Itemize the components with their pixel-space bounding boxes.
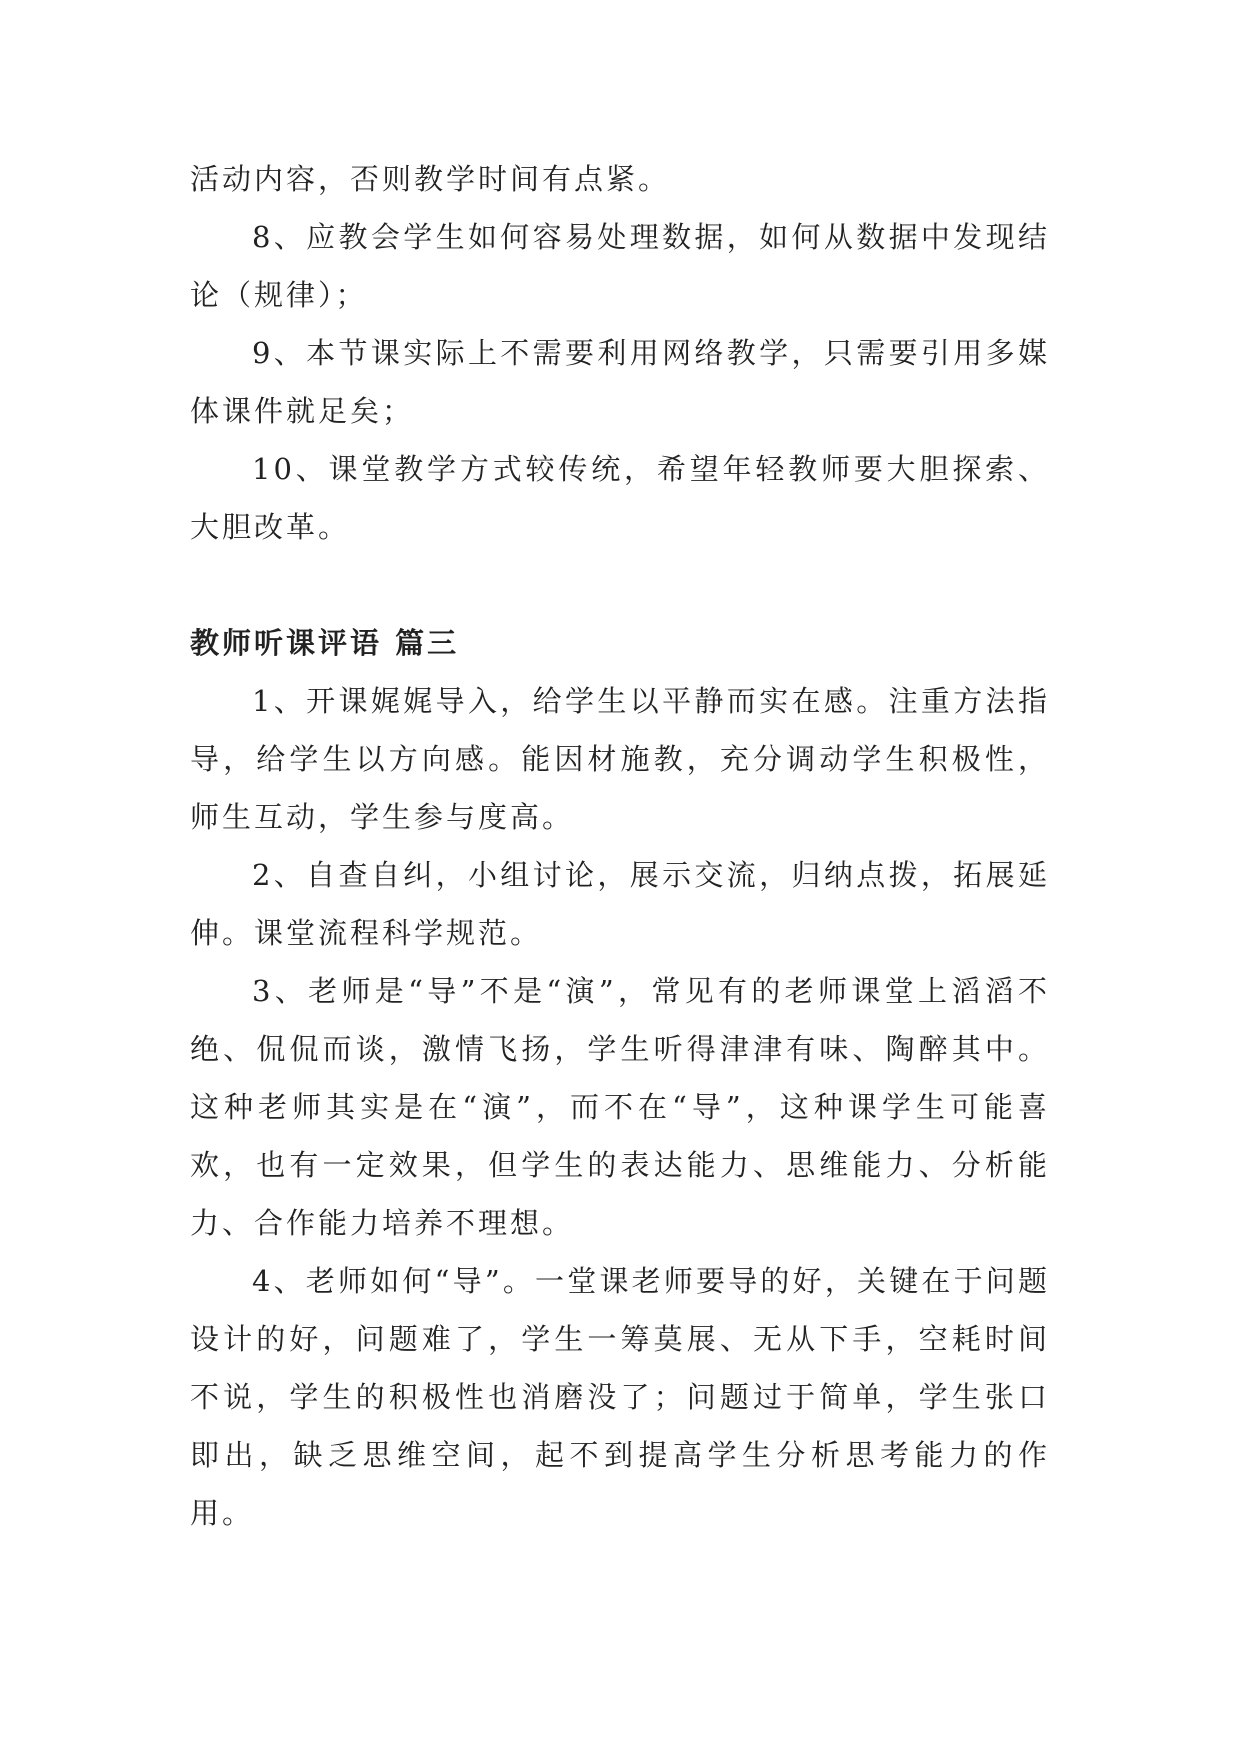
paragraph-item-1: 1、开课娓娓导入，给学生以平静而实在感。注重方法指导，给学生以方向感。能因材施教，充分调动学生积极性，师生互动，学生参与度高。 bbox=[190, 684, 1050, 834]
paragraph-item-2: 2、自查自纠，小组讨论，展示交流，归纳点拨，拓展延伸。课堂流程科学规范。 bbox=[190, 858, 1050, 950]
paragraph-item-4: 4、老师如何“导”。一堂课老师要导的好，关键在于问题设计的好，问题难了，学生一筹莫展、无从下手，空耗时间不说，学生的积极性也消磨没了；问题过于简单，学生张口即出，缺乏思维空间，起不到提高学生分析思考能力的作用。 bbox=[190, 1264, 1050, 1530]
paragraph-item-3: 3、老师是“导”不是“演”，常见有的老师课堂上滔滔不绝、侃侃而谈，激情飞扬，学生听得津津有味、陶醉其中。这种老师其实是在“演”，而不在“导”，这种课学生可能喜欢，也有一定效果，但学生的表达能力、思维能力、分析能力、合作能力培养不理想。 bbox=[190, 974, 1050, 1240]
paragraph-continued: 活动内容，否则教学时间有点紧。 bbox=[190, 162, 671, 196]
section-heading: 教师听课评语 篇三 bbox=[190, 626, 460, 660]
paragraph-item-9: 9、本节课实际上不需要利用网络教学，只需要引用多媒体课件就足矣； bbox=[190, 336, 1050, 428]
paragraph-item-8: 8、应教会学生如何容易处理数据，如何从数据中发现结论（规律）； bbox=[190, 220, 1050, 312]
document-body bbox=[190, 150, 1050, 1542]
paragraph-item-10: 10、课堂教学方式较传统，希望年轻教师要大胆探索、大胆改革。 bbox=[190, 452, 1050, 544]
